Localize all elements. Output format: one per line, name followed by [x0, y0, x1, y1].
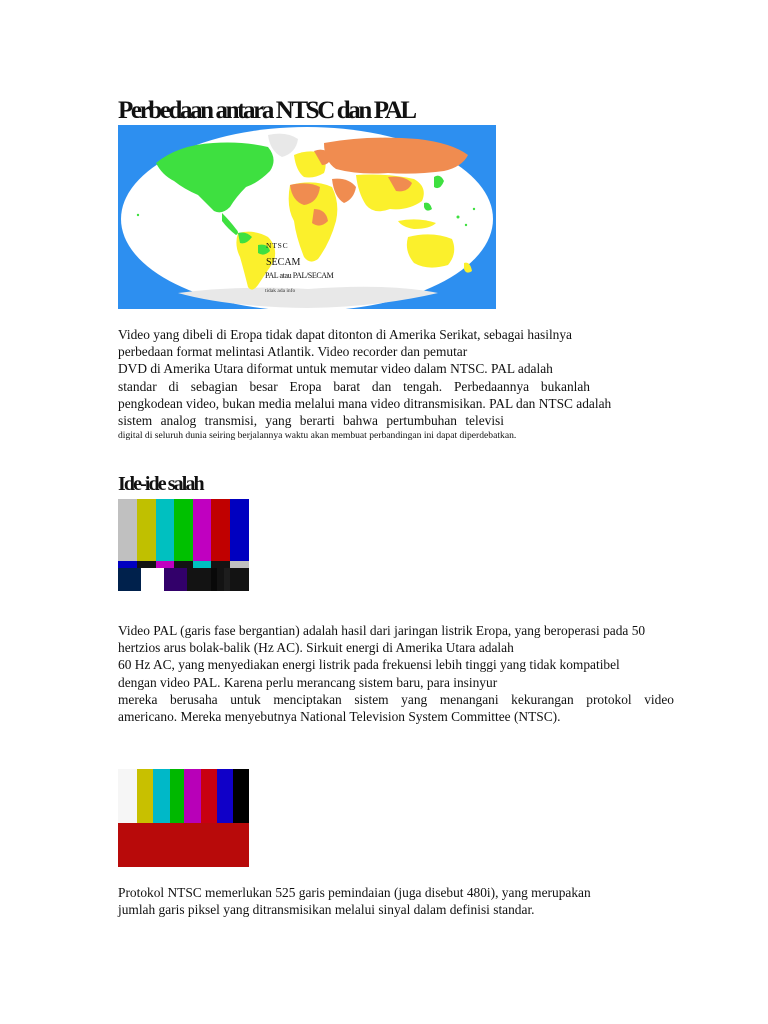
paragraph-line: mereka berusaha untuk menciptakan sistem yang menangani kekurangan protokol video	[118, 691, 674, 707]
paragraph-line: pengkodean video, bukan media melalui mana video ditransmisikan. PAL dan NTSC adalah	[118, 395, 612, 411]
paragraph-line: perbedaan format melintasi Atlantik. Video recorder dan pemutar	[118, 344, 468, 360]
smpte-color-bars-image	[118, 499, 249, 591]
map-legend-ntsc: NTSC	[266, 241, 289, 250]
paragraph-line: sistem analog transmisi, yang berarti bahwa pertumbuhan televisi	[118, 413, 504, 429]
paragraph-line: hertzios arus bolak-balik (Hz AC). Sirkuit energi di Amerika Utara adalah	[118, 640, 514, 656]
paragraph-3	[118, 884, 674, 918]
world-map-image	[118, 125, 496, 309]
paragraph-1	[118, 326, 674, 442]
paragraph-line: 60 Hz AC, yang menyediakan energi listrik pada frekuensi lebih tinggi yang tidak kompatibel	[118, 657, 620, 673]
map-legend-no-info: tidak ada info	[265, 288, 296, 294]
paragraph-line: americano. Mereka menyebutnya National Television System Committee (NTSC).	[118, 709, 561, 725]
section-heading: Ide-ide salah	[118, 473, 203, 495]
map-legend-secam: SECAM	[266, 257, 301, 268]
paragraph-line: digital di seluruh dunia seiring berjalannya waktu akan membuat perbandingan ini dapat diperdebatkan.	[118, 430, 517, 442]
paragraph-line: DVD di Amerika Utara diformat untuk memutar video dalam NTSC. PAL adalah	[118, 361, 553, 377]
paragraph-line: Video PAL (garis fase bergantian) adalah hasil dari jaringan listrik Eropa, yang beroperasi pada 50	[118, 623, 646, 638]
paragraph-line: Protokol NTSC memerlukan 525 garis pemindaian (juga disebut 480i), yang merupakan	[118, 885, 591, 900]
world-map-drawing	[118, 125, 496, 309]
paragraph-line: standar di sebagian besar Eropa barat dan tengah. Perbedaannya bukanlah	[118, 378, 590, 394]
paragraph-line: jumlah garis piksel yang ditransmisikan melalui sinyal dalam definisi standar.	[118, 902, 535, 918]
paragraph-2	[118, 622, 674, 725]
paragraph-line: dengan video PAL. Karena perlu merancang sistem baru, para insinyur	[118, 674, 498, 690]
ebu-color-bars-image	[118, 769, 249, 867]
map-legend-pal: PAL atau PAL/SECAM	[265, 271, 334, 280]
paragraph-line: Video yang dibeli di Eropa tidak dapat ditonton di Amerika Serikat, sebagai hasilnya	[118, 327, 572, 342]
page-title: Perbedaan antara NTSC dan PAL	[118, 97, 415, 124]
